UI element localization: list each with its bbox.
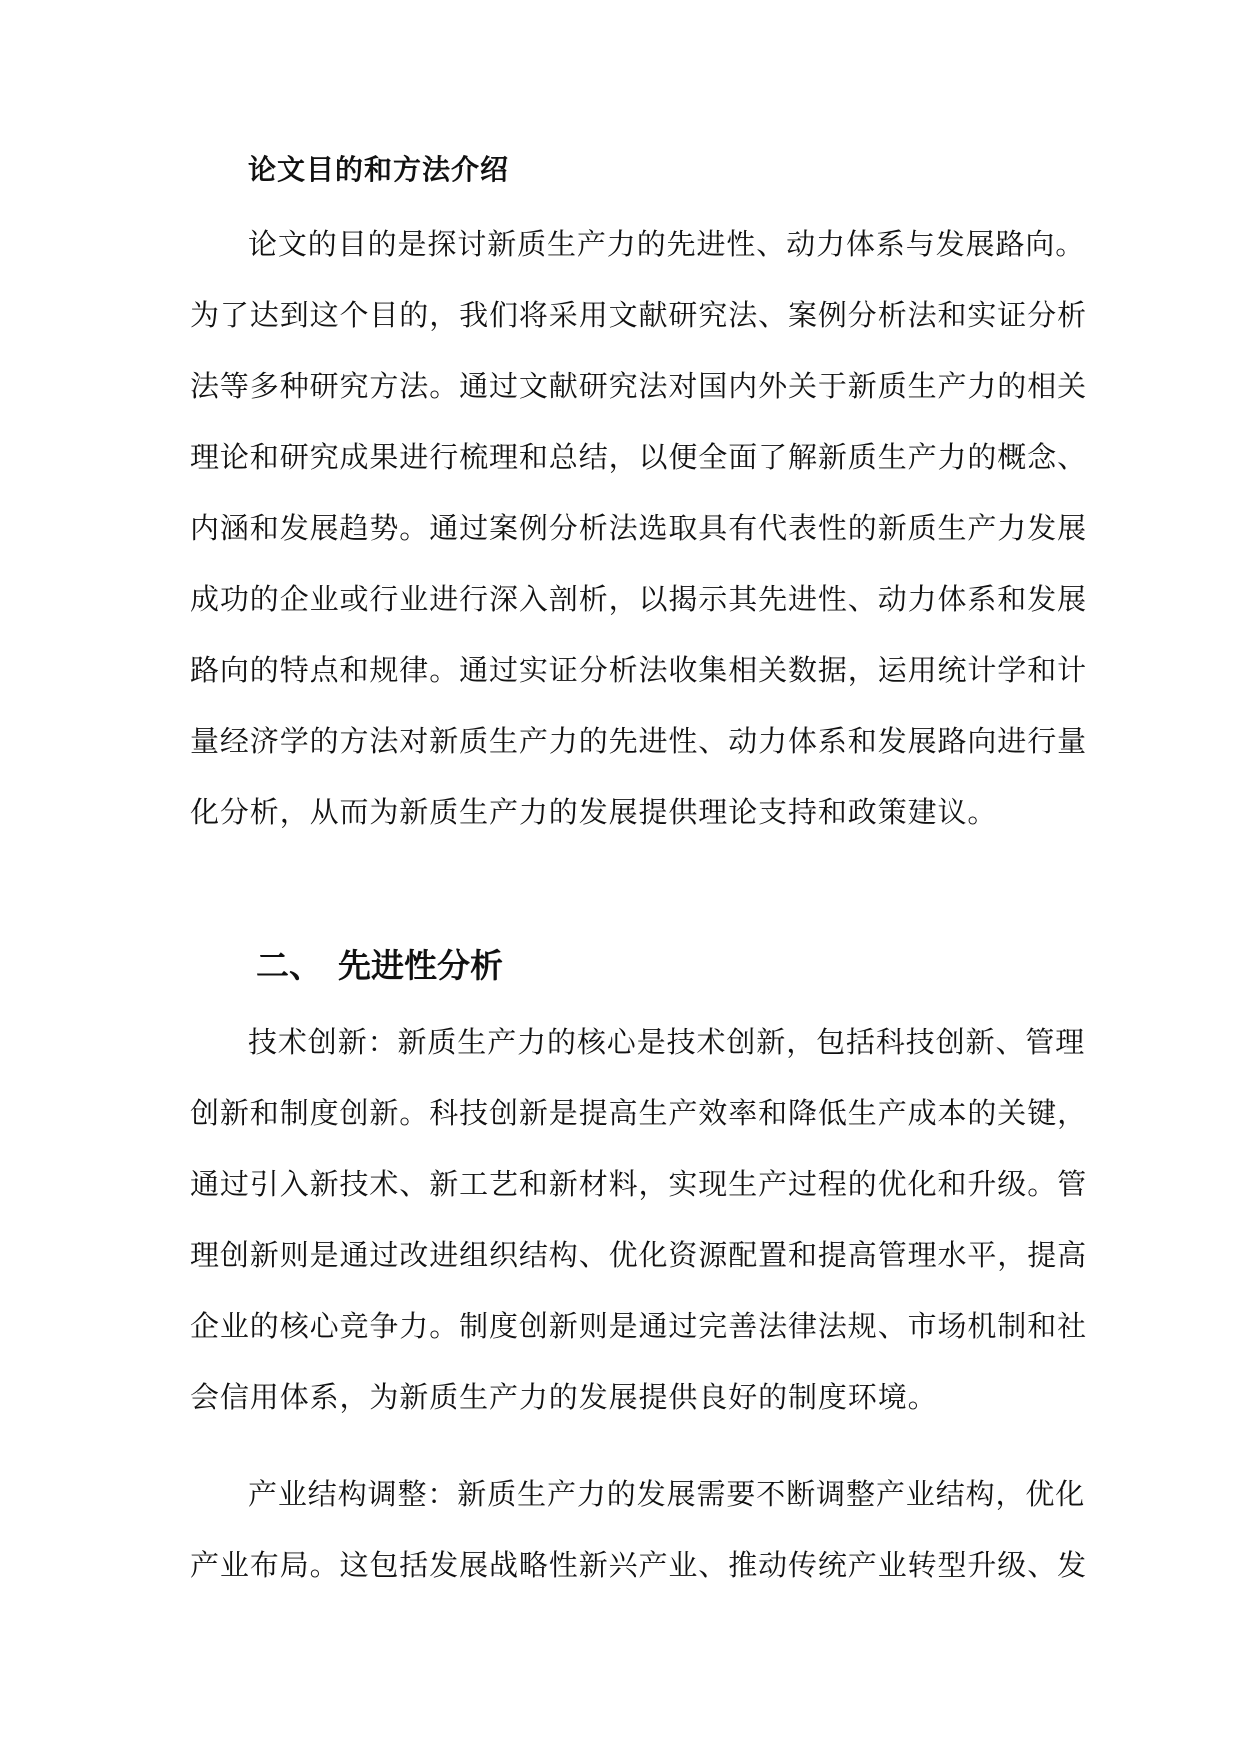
intro-line: 化分析，从而为新质生产力的发展提供理论支持和政策建议。 (190, 795, 998, 829)
intro-line: 法等多种研究方法。通过文献研究法对国内外关于新质生产力的相关 (190, 369, 1088, 403)
section-line: 产业结构调整：新质生产力的发展需要不断调整产业结构，优化 (248, 1477, 1086, 1511)
section-line: 创新和制度创新。科技创新是提高生产效率和降低生产成本的关键， (190, 1096, 1088, 1130)
section-line: 技术创新：新质生产力的核心是技术创新，包括科技创新、管理 (248, 1025, 1086, 1059)
section-line: 产业布局。这包括发展战略性新兴产业、推动传统产业转型升级、发 (190, 1548, 1088, 1582)
intro-line: 论文的目的是探讨新质生产力的先进性、动力体系与发展路向。 (248, 227, 1086, 261)
section-title: 先进性分析 (338, 946, 503, 985)
intro-line: 为了达到这个目的，我们将采用文献研究法、案例分析法和实证分析 (190, 298, 1088, 332)
intro-line: 内涵和发展趋势。通过案例分析法选取具有代表性的新质生产力发展 (190, 511, 1088, 545)
intro-line: 成功的企业或行业进行深入剖析，以揭示其先进性、动力体系和发展 (190, 582, 1088, 616)
section-line: 理创新则是通过改进组织结构、优化资源配置和提高管理水平，提高 (190, 1238, 1088, 1272)
section-line: 会信用体系，为新质生产力的发展提供良好的制度环境。 (190, 1380, 938, 1414)
intro-line: 理论和研究成果进行梳理和总结，以便全面了解新质生产力的概念、 (190, 440, 1088, 474)
intro-line: 量经济学的方法对新质生产力的先进性、动力体系和发展路向进行量 (190, 724, 1088, 758)
section-line: 企业的核心竞争力。制度创新则是通过完善法律法规、市场机制和社 (190, 1309, 1088, 1343)
intro-heading: 论文目的和方法介绍 (248, 153, 510, 186)
section-number: 二、 (256, 946, 322, 985)
intro-line: 路向的特点和规律。通过实证分析法收集相关数据，运用统计学和计 (190, 653, 1088, 687)
section-line: 通过引入新技术、新工艺和新材料，实现生产过程的优化和升级。管 (190, 1167, 1088, 1201)
section-heading (256, 940, 503, 987)
